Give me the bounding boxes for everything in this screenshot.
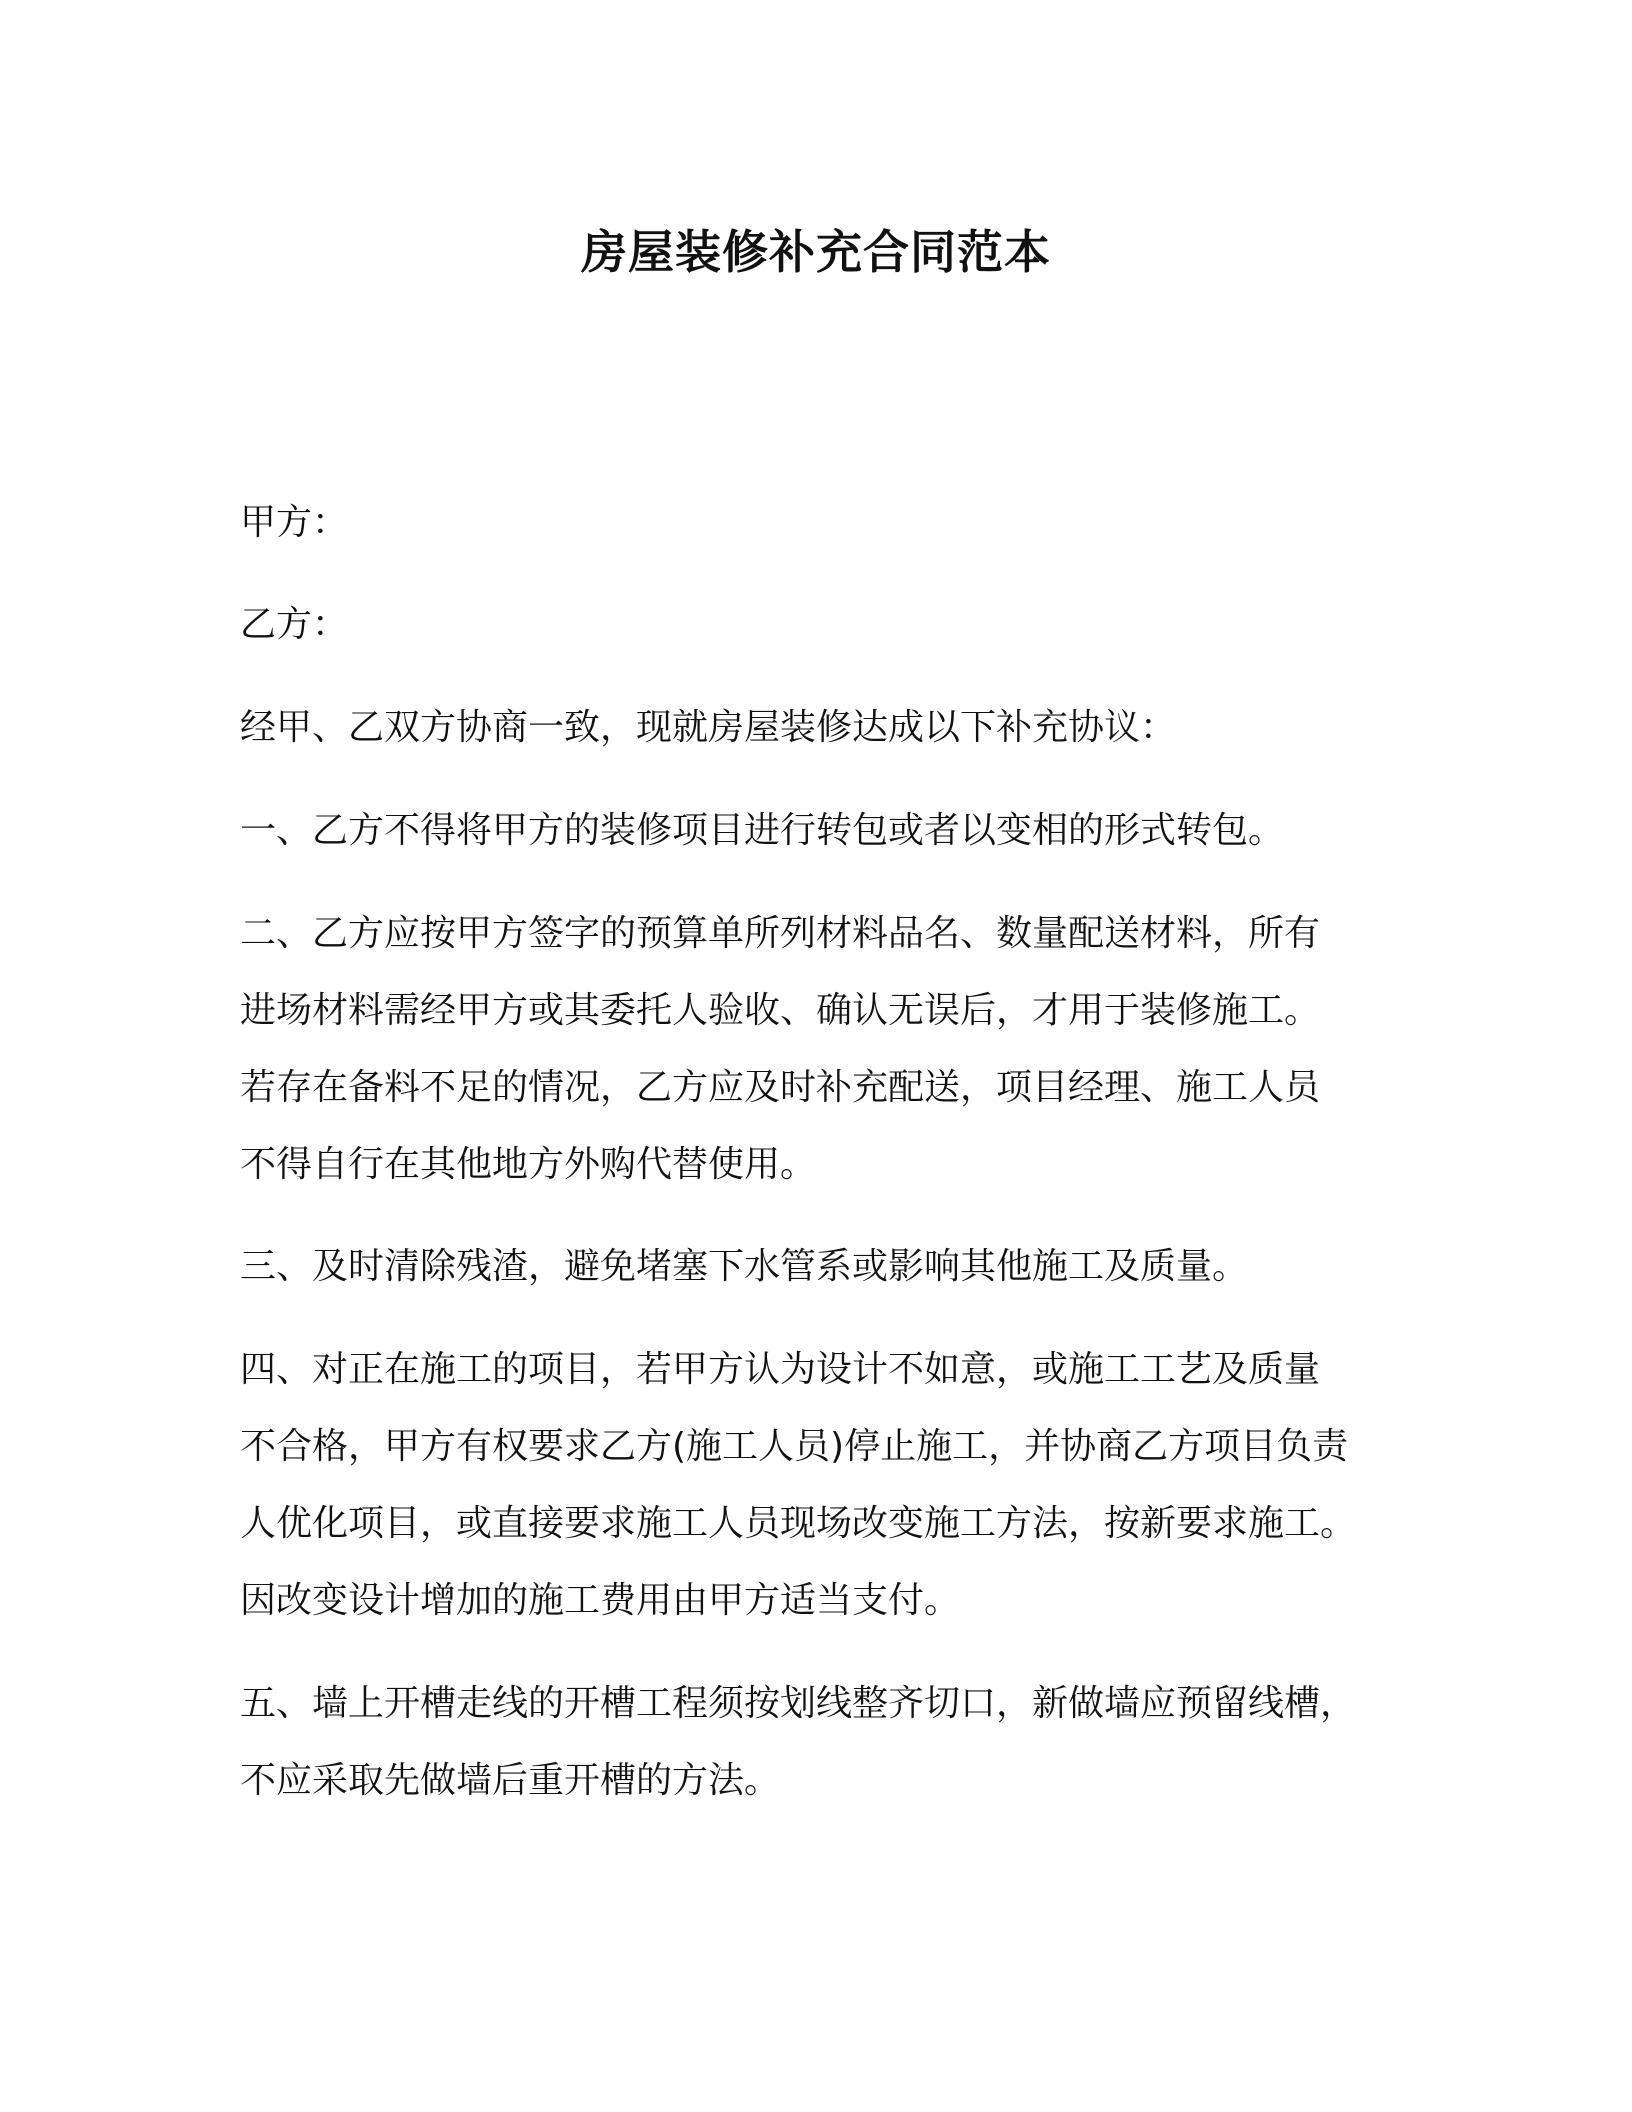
clause-4-line-2: 不合格，甲方有权要求乙方(施工人员)停止施工，并协商乙方项目负责 [240, 1426, 1349, 1467]
clause-4-line-3: 人优化项目，或直接要求施工人员现场改变施工方法，按新要求施工。 [240, 1503, 1357, 1544]
clause-5-line-2: 不应采取先做墙后重开槽的方法。 [240, 1760, 781, 1801]
clause-2-line-4: 不得自行在其他地方外购代替使用。 [240, 1144, 817, 1185]
clause-2-line-3: 若存在备料不足的情况，乙方应及时补充配送，项目经理、施工人员 [240, 1067, 1321, 1108]
party-b-label: 乙方： [240, 604, 349, 645]
document-title: 房屋装修补充合同范本 [581, 225, 1051, 279]
intro-paragraph: 经甲、乙双方协商一致，现就房屋装修达成以下补充协议： [240, 707, 1177, 748]
clause-4-line-1: 四、对正在施工的项目，若甲方认为设计不如意，或施工工艺及质量 [240, 1349, 1321, 1390]
clause-2-line-1: 二、乙方应按甲方签字的预算单所列材料品名、数量配送材料，所有 [240, 913, 1321, 954]
clause-3-line-1: 三、及时清除残渣，避免堵塞下水管系或影响其他施工及质量。 [240, 1246, 1249, 1287]
party-a-label: 甲方： [240, 502, 349, 543]
clause-5-line-1: 五、墙上开槽走线的开槽工程须按划线整齐切口，新做墙应预留线槽， [240, 1683, 1357, 1724]
clause-2-line-2: 进场材料需经甲方或其委托人验收、确认无误后，才用于装修施工。 [240, 990, 1321, 1031]
clause-1-line-1: 一、乙方不得将甲方的装修项目进行转包或者以变相的形式转包。 [240, 810, 1285, 851]
clause-4-line-4: 因改变设计增加的施工费用由甲方适当支付。 [240, 1580, 961, 1621]
